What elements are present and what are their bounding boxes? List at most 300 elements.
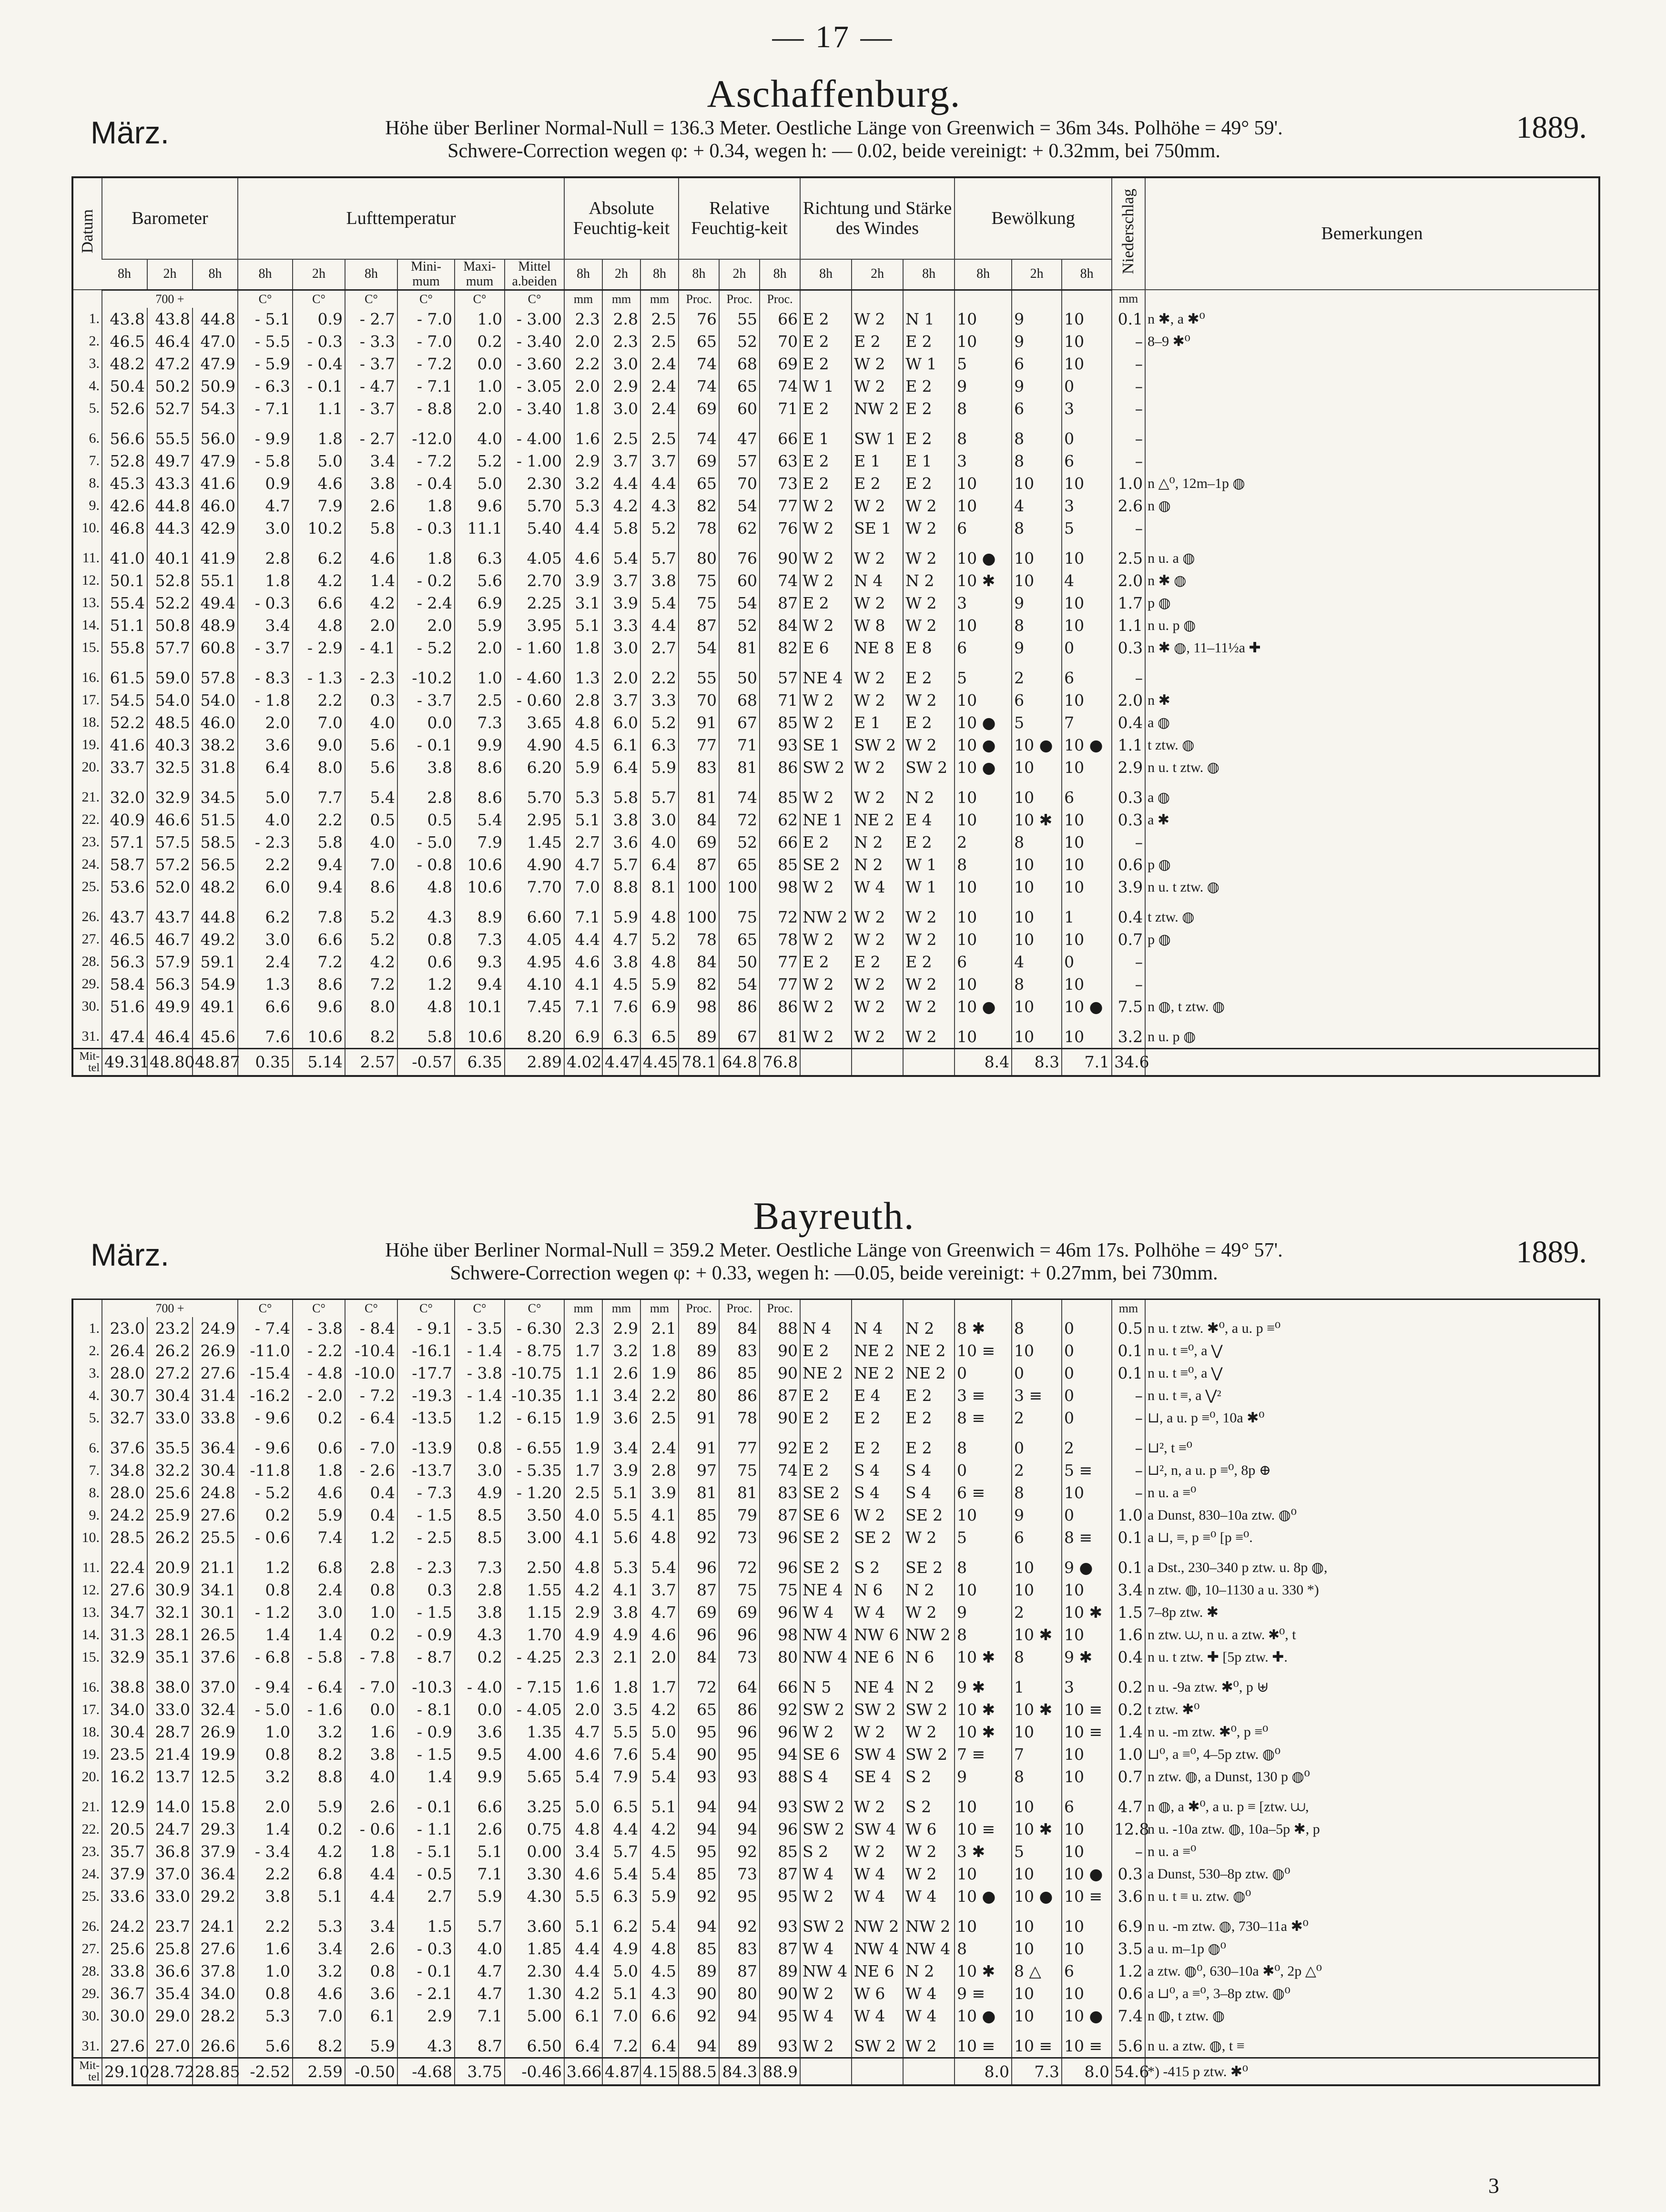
table-cell: 5.4 bbox=[640, 1743, 679, 1766]
remark-cell bbox=[1145, 951, 1598, 973]
table-cell: NE 2 bbox=[852, 809, 903, 831]
table-cell: E 2 bbox=[903, 397, 955, 420]
table-row bbox=[73, 1960, 1598, 1982]
table-cell: - 9.6 bbox=[238, 1407, 293, 1429]
table-cell: 43.3 bbox=[147, 472, 193, 495]
table-cell: 0 bbox=[1062, 637, 1112, 659]
table-cell: - 5.1 bbox=[238, 308, 293, 330]
table-cell: 1.85 bbox=[505, 1938, 564, 1960]
table-cell: 10 bbox=[1012, 1579, 1062, 1601]
table-row bbox=[73, 1549, 1598, 1579]
table-cell: - 1.5 bbox=[397, 1601, 455, 1623]
table-cell: 10 bbox=[1012, 569, 1062, 592]
table-cell: W 4 bbox=[852, 1885, 903, 1908]
mean-cell: 49.31 bbox=[102, 1048, 147, 1075]
date-cell: 18. bbox=[81, 714, 100, 731]
table-cell: 49.4 bbox=[193, 592, 238, 614]
table-cell: 7.1 bbox=[455, 2005, 505, 2027]
table-cell: 10 bbox=[955, 1504, 1012, 1526]
table-cell: 27.6 bbox=[102, 2027, 147, 2058]
table-cell: 2.30 bbox=[505, 472, 564, 495]
table-cell: NE 4 bbox=[800, 659, 852, 689]
mean-cell: 8.0 bbox=[955, 2058, 1012, 2085]
table-cell: 92 bbox=[719, 1908, 760, 1938]
table-cell: SE 2 bbox=[800, 1549, 852, 1579]
table-cell: 7.6 bbox=[602, 995, 640, 1018]
table-cell: N 2 bbox=[903, 1668, 955, 1698]
table-cell: - 4.1 bbox=[345, 637, 397, 659]
remark-cell: n u. t ztw. ✱⁰, a u. p ≡⁰ bbox=[1145, 1317, 1598, 1339]
table-cell: 3.8 bbox=[345, 1743, 397, 1766]
table-cell: 32.9 bbox=[147, 779, 193, 809]
table-cell: 56.0 bbox=[193, 420, 238, 450]
table-cell: – bbox=[1112, 517, 1145, 539]
table-row bbox=[73, 1459, 1598, 1481]
table-cell: 6.50 bbox=[505, 2027, 564, 2058]
table-cell: 8 bbox=[1012, 1646, 1062, 1668]
table-cell: 67 bbox=[719, 711, 760, 734]
table-cell: 93 bbox=[679, 1766, 719, 1788]
table-cell: 26.4 bbox=[102, 1339, 147, 1362]
table-cell: 5.5 bbox=[602, 1721, 640, 1743]
table-cell: 84 bbox=[719, 1317, 760, 1339]
table-cell: 4.5 bbox=[640, 1840, 679, 1863]
table-cell: 10 bbox=[955, 898, 1012, 928]
table-cell: 1 bbox=[1012, 1668, 1062, 1698]
table-cell: 1.2 bbox=[397, 973, 455, 995]
table-cell: 10 bbox=[1062, 1840, 1112, 1863]
table-cell: 25.9 bbox=[147, 1504, 193, 1526]
table-cell: 10 bbox=[1012, 1908, 1062, 1938]
table-cell: 1.55 bbox=[505, 1579, 564, 1601]
sub-header: Maxi-mum bbox=[455, 259, 505, 290]
date-cell: 1. bbox=[89, 1320, 100, 1336]
table-cell: 78 bbox=[679, 928, 719, 951]
table-cell: 5.1 bbox=[640, 1788, 679, 1818]
table-cell: -10.3 bbox=[397, 1668, 455, 1698]
table-cell: 9 bbox=[955, 1766, 1012, 1788]
table-cell: 46.6 bbox=[147, 809, 193, 831]
table-cell: 30.4 bbox=[193, 1459, 238, 1481]
table-cell: 2.0 bbox=[564, 1698, 602, 1721]
table-cell: 4.0 bbox=[238, 809, 293, 831]
date-cell: 10. bbox=[81, 1529, 100, 1545]
table-cell: 35.1 bbox=[147, 1646, 193, 1668]
table-cell: 36.4 bbox=[193, 1863, 238, 1885]
table-cell: 7.2 bbox=[345, 973, 397, 995]
table-cell: 74 bbox=[760, 1459, 800, 1481]
remark-cell: n u. -m ztw. ◍, 730–11a ✱⁰ bbox=[1145, 1908, 1598, 1938]
table-cell: E 2 bbox=[800, 1429, 852, 1459]
table-cell: 5.9 bbox=[564, 756, 602, 779]
table-cell: 66 bbox=[760, 420, 800, 450]
table-cell: 62 bbox=[760, 809, 800, 831]
table-cell: - 3.7 bbox=[238, 637, 293, 659]
table-row bbox=[73, 1698, 1598, 1721]
table-cell: E 1 bbox=[800, 420, 852, 450]
table-cell: 4.6 bbox=[345, 539, 397, 569]
table-cell: 2.95 bbox=[505, 809, 564, 831]
table-cell: 5.4 bbox=[640, 1549, 679, 1579]
table-cell: 10 bbox=[955, 614, 1012, 637]
units-cell: Proc. bbox=[679, 290, 719, 308]
table-cell: 2.0 bbox=[238, 711, 293, 734]
table-cell: 20.5 bbox=[102, 1818, 147, 1840]
table-cell: 75 bbox=[760, 1579, 800, 1601]
table-cell: W 2 bbox=[852, 1721, 903, 1743]
table-cell: 5.6 bbox=[345, 756, 397, 779]
table-cell: 58.4 bbox=[102, 973, 147, 995]
table-cell: 3.7 bbox=[602, 569, 640, 592]
page-number: — 17 — bbox=[772, 20, 894, 54]
date-cell: 9. bbox=[89, 497, 100, 514]
table-cell: N 2 bbox=[903, 1960, 955, 1982]
table-cell: 54.9 bbox=[193, 973, 238, 995]
table-cell: SW 2 bbox=[800, 1818, 852, 1840]
units-cell bbox=[955, 1300, 1012, 1317]
table-cell: 36.4 bbox=[193, 1429, 238, 1459]
table-cell: - 7.2 bbox=[397, 353, 455, 375]
table-cell: 52.2 bbox=[102, 711, 147, 734]
table-cell: 2 bbox=[1062, 1429, 1112, 1459]
table-cell: 7.2 bbox=[293, 951, 345, 973]
table-cell: 1.30 bbox=[505, 1982, 564, 2005]
table-cell: - 3.00 bbox=[505, 308, 564, 330]
table-cell: 50.8 bbox=[147, 614, 193, 637]
table-cell: 64 bbox=[719, 1668, 760, 1698]
table-cell: W 4 bbox=[852, 1601, 903, 1623]
table-cell: 2.2 bbox=[640, 1384, 679, 1407]
table-cell: 0.1 bbox=[1112, 308, 1145, 330]
table-cell: 25.6 bbox=[102, 1938, 147, 1960]
date-cell: 14. bbox=[81, 1626, 100, 1643]
table-cell: 5.7 bbox=[640, 539, 679, 569]
table-cell: W 1 bbox=[800, 375, 852, 397]
table-cell: 3 bbox=[955, 592, 1012, 614]
table-cell: 10 bbox=[1012, 779, 1062, 809]
sub-header: 8h bbox=[903, 259, 955, 290]
table-cell: - 1.00 bbox=[505, 450, 564, 472]
table-cell: 8.8 bbox=[293, 1766, 345, 1788]
table-cell: W 2 bbox=[903, 734, 955, 756]
mean-cell bbox=[852, 2058, 903, 2085]
table-cell: 3 bbox=[1062, 1668, 1112, 1698]
table-cell: 92 bbox=[760, 1429, 800, 1459]
table-row bbox=[73, 951, 1598, 973]
table-cell: - 5.1 bbox=[397, 1840, 455, 1863]
remark-cell bbox=[1145, 517, 1598, 539]
table-cell: W 2 bbox=[903, 614, 955, 637]
units-cell: C° bbox=[455, 1300, 505, 1317]
table-cell: 3.0 bbox=[238, 517, 293, 539]
table-cell: 0.2 bbox=[455, 330, 505, 353]
table-cell: 94 bbox=[679, 1818, 719, 1840]
table-cell: 3.00 bbox=[505, 1526, 564, 1549]
table-cell: 7.9 bbox=[455, 831, 505, 853]
year-label: 1889. bbox=[1516, 110, 1587, 145]
table-cell: 0.9 bbox=[238, 472, 293, 495]
table-cell: 3 bbox=[1062, 397, 1112, 420]
table-cell: 87 bbox=[760, 1504, 800, 1526]
table-cell: 8.6 bbox=[345, 876, 397, 898]
table-cell: 73 bbox=[719, 1863, 760, 1885]
table-cell: 2.1 bbox=[640, 1317, 679, 1339]
table-cell: 4.8 bbox=[397, 876, 455, 898]
table-cell: 4.9 bbox=[602, 1938, 640, 1960]
remark-cell: p ◍ bbox=[1145, 853, 1598, 876]
mean-cell: 48.80 bbox=[147, 1048, 193, 1075]
table-cell: 2 bbox=[955, 831, 1012, 853]
table-cell: W 4 bbox=[852, 876, 903, 898]
table-cell: 26.9 bbox=[193, 1339, 238, 1362]
table-cell: 70 bbox=[719, 472, 760, 495]
table-cell: 5.9 bbox=[640, 756, 679, 779]
table-cell: W 2 bbox=[852, 1018, 903, 1049]
table-cell: 5.7 bbox=[602, 853, 640, 876]
table-cell: – bbox=[1112, 1384, 1145, 1407]
remark-cell: n u. -m ztw. ✱⁰, p ≡⁰ bbox=[1145, 1721, 1598, 1743]
table-cell: 34.7 bbox=[102, 1601, 147, 1623]
table-row bbox=[73, 637, 1598, 659]
table-cell: 7.5 bbox=[1112, 995, 1145, 1018]
table-cell: 4.4 bbox=[564, 1938, 602, 1960]
table-cell: 8 bbox=[955, 1429, 1012, 1459]
remark-cell: n u. a ≡⁰ bbox=[1145, 1840, 1598, 1863]
table-cell: 10 ≡ bbox=[955, 1339, 1012, 1362]
table-cell: 85 bbox=[760, 779, 800, 809]
table-cell: 0.0 bbox=[455, 1698, 505, 1721]
date-cell: 21. bbox=[81, 789, 100, 805]
units-cell bbox=[903, 290, 955, 308]
table-cell: 5 bbox=[955, 659, 1012, 689]
table-cell: 4.05 bbox=[505, 928, 564, 951]
table-cell: 40.9 bbox=[102, 809, 147, 831]
table-cell: - 0.8 bbox=[397, 853, 455, 876]
table-cell: 23.0 bbox=[102, 1317, 147, 1339]
table-cell: SW 2 bbox=[800, 756, 852, 779]
col-abs-feucht: Absolute Feuchtig-keit bbox=[564, 178, 679, 259]
table-cell: 34.0 bbox=[102, 1698, 147, 1721]
table-cell: 89 bbox=[679, 1339, 719, 1362]
table-cell: – bbox=[1112, 973, 1145, 995]
table-cell: 4.00 bbox=[505, 1743, 564, 1766]
table-cell: - 7.3 bbox=[397, 1481, 455, 1504]
table-cell: 76 bbox=[719, 539, 760, 569]
table-cell: 10 ● bbox=[955, 734, 1012, 756]
table-cell: 0.8 bbox=[238, 1579, 293, 1601]
table-cell: 9.0 bbox=[293, 734, 345, 756]
table-cell: - 3.40 bbox=[505, 330, 564, 353]
table-cell: N 1 bbox=[903, 308, 955, 330]
table-cell: 0.0 bbox=[455, 353, 505, 375]
table-cell: 96 bbox=[760, 1549, 800, 1579]
table-cell: E 2 bbox=[800, 450, 852, 472]
table-cell: 65 bbox=[719, 853, 760, 876]
table-cell: 6.5 bbox=[640, 1018, 679, 1049]
remark-cell: a ✱ bbox=[1145, 809, 1598, 831]
mean-cell: 88.9 bbox=[760, 2058, 800, 2085]
table-cell: 50 bbox=[719, 659, 760, 689]
table-row bbox=[73, 1818, 1598, 1840]
table-cell: 0.8 bbox=[345, 1960, 397, 1982]
table-cell: W 2 bbox=[800, 973, 852, 995]
date-cell: 25. bbox=[81, 1888, 100, 1904]
table-cell: E 8 bbox=[903, 637, 955, 659]
table-cell: 67 bbox=[719, 1018, 760, 1049]
table-cell: 8.2 bbox=[293, 2027, 345, 2058]
table-cell: 41.6 bbox=[193, 472, 238, 495]
table-cell: 100 bbox=[719, 876, 760, 898]
table-cell: E 2 bbox=[852, 1407, 903, 1429]
units-cell: mm bbox=[602, 290, 640, 308]
table-cell: 28.0 bbox=[102, 1481, 147, 1504]
date-cell: 3. bbox=[89, 355, 100, 372]
mean-cell: 28.72 bbox=[147, 2058, 193, 2085]
table-cell: N 6 bbox=[903, 1646, 955, 1668]
table-cell: -10.4 bbox=[345, 1339, 397, 1362]
sub-header: Mini-mum bbox=[397, 259, 455, 290]
table-cell: 3.8 bbox=[602, 951, 640, 973]
units-cell: C° bbox=[505, 1300, 564, 1317]
table-cell: 8.20 bbox=[505, 1018, 564, 1049]
table-cell: W 4 bbox=[800, 2005, 852, 2027]
table-cell: W 2 bbox=[903, 1526, 955, 1549]
table-cell: 46.0 bbox=[193, 711, 238, 734]
table-cell: 2.9 bbox=[602, 1317, 640, 1339]
date-cell: 12. bbox=[81, 1582, 100, 1598]
remark-cell: n ✱ ◍, 11–11½a ✚ bbox=[1145, 637, 1598, 659]
table-cell: 6.9 bbox=[1112, 1908, 1145, 1938]
table-cell: 1.0 bbox=[455, 375, 505, 397]
table-cell: - 3.40 bbox=[505, 397, 564, 420]
units-cell bbox=[1145, 290, 1598, 308]
table-cell: 57.7 bbox=[147, 637, 193, 659]
table-cell: E 2 bbox=[903, 711, 955, 734]
table-cell: 8 bbox=[1012, 450, 1062, 472]
table-cell: 49.9 bbox=[147, 995, 193, 1018]
col-barometer: Barometer bbox=[102, 178, 238, 259]
table-cell: -10.75 bbox=[505, 1362, 564, 1384]
table-cell: S 2 bbox=[800, 1840, 852, 1863]
table-cell: 2.3 bbox=[602, 330, 640, 353]
table-cell: 10 bbox=[955, 308, 1012, 330]
date-cell: 8. bbox=[89, 1484, 100, 1501]
table-cell: 22.4 bbox=[102, 1549, 147, 1579]
table-cell: 94 bbox=[719, 2005, 760, 2027]
table-cell: 3.4 bbox=[293, 1938, 345, 1960]
table-cell: 6.4 bbox=[640, 853, 679, 876]
table-cell: 0 bbox=[1062, 1407, 1112, 1429]
remark-cell: n u. t ≡ u. ztw. ◍⁰ bbox=[1145, 1885, 1598, 1908]
table-cell: - 0.5 bbox=[397, 1863, 455, 1885]
remark-cell: 7–8p ztw. ✱ bbox=[1145, 1601, 1598, 1623]
table-cell: 6.0 bbox=[602, 711, 640, 734]
mean-cell: 29.10 bbox=[102, 2058, 147, 2085]
table-cell: - 1.5 bbox=[397, 1743, 455, 1766]
table-cell: 5.9 bbox=[293, 1788, 345, 1818]
table-cell: - 0.4 bbox=[293, 353, 345, 375]
table-cell: 10 bbox=[1012, 1982, 1062, 2005]
table-cell: 0.5 bbox=[1112, 1317, 1145, 1339]
table-cell: 92 bbox=[719, 1840, 760, 1863]
table-cell: 4.3 bbox=[640, 1982, 679, 2005]
table-cell: 60.8 bbox=[193, 637, 238, 659]
remark-cell: n ztw. ◍, a Dunst, 130 p ◍⁰ bbox=[1145, 1766, 1598, 1788]
table-cell: 0.1 bbox=[1112, 1549, 1145, 1579]
table-cell: 7.45 bbox=[505, 995, 564, 1018]
table-cell: 54.5 bbox=[102, 689, 147, 711]
table-cell: W 2 bbox=[852, 353, 903, 375]
table-cell: - 7.2 bbox=[345, 1384, 397, 1407]
table-cell: 66 bbox=[760, 308, 800, 330]
table-cell: - 7.1 bbox=[238, 397, 293, 420]
sub-header: 8h bbox=[193, 259, 238, 290]
table-cell: 10 ● bbox=[1012, 1885, 1062, 1908]
table-cell: 4.3 bbox=[640, 495, 679, 517]
table-cell: 0.0 bbox=[345, 1698, 397, 1721]
table-cell: 8.9 bbox=[455, 898, 505, 928]
table-cell: 66 bbox=[760, 831, 800, 853]
table-cell: 2.9 bbox=[397, 2005, 455, 2027]
table-cell: 7 bbox=[1012, 1743, 1062, 1766]
table-cell: 75 bbox=[679, 592, 719, 614]
mean-cell bbox=[852, 1048, 903, 1075]
remark-cell bbox=[1145, 375, 1598, 397]
remark-cell: ⊔, a u. p ≡⁰, 10a ✱⁰ bbox=[1145, 1407, 1598, 1429]
table-cell: 10 bbox=[955, 1908, 1012, 1938]
table-cell: 0 bbox=[1062, 951, 1112, 973]
table-cell: S 4 bbox=[852, 1481, 903, 1504]
mean-cell: 8.4 bbox=[955, 1048, 1012, 1075]
table-cell: 2.4 bbox=[640, 1429, 679, 1459]
table-cell: 7.1 bbox=[564, 898, 602, 928]
table-cell: 10.6 bbox=[455, 1018, 505, 1049]
table-cell: 6.6 bbox=[293, 928, 345, 951]
table-cell: 90 bbox=[679, 1982, 719, 2005]
remark-cell: n u. t ztw. ◍ bbox=[1145, 876, 1598, 898]
table-cell: 1.4 bbox=[345, 569, 397, 592]
table-cell: 32.0 bbox=[102, 779, 147, 809]
table-cell: 68 bbox=[719, 353, 760, 375]
table-cell: 10 bbox=[1062, 472, 1112, 495]
bayreuth-table bbox=[73, 1300, 1598, 2084]
table-cell: 36.6 bbox=[147, 1960, 193, 1982]
table-cell: 87 bbox=[719, 1960, 760, 1982]
table-cell: 2.8 bbox=[345, 1549, 397, 1579]
table-cell: 48.2 bbox=[193, 876, 238, 898]
table-cell: 0 bbox=[1062, 420, 1112, 450]
table-cell: 6.6 bbox=[640, 2005, 679, 2027]
table-cell: 54.3 bbox=[193, 397, 238, 420]
table-row bbox=[73, 450, 1598, 472]
date-cell: 4. bbox=[89, 1387, 100, 1403]
table-cell: 4.2 bbox=[602, 495, 640, 517]
table-cell: 7.0 bbox=[293, 2005, 345, 2027]
table-cell: 1.4 bbox=[238, 1623, 293, 1646]
remark-cell bbox=[1145, 397, 1598, 420]
table-cell: 1.2 bbox=[238, 1549, 293, 1579]
table-cell: 5.1 bbox=[455, 1840, 505, 1863]
table-cell: 2.0 bbox=[1112, 569, 1145, 592]
table-cell: 6.4 bbox=[238, 756, 293, 779]
table-cell: SW 1 bbox=[852, 420, 903, 450]
table-cell: 9 bbox=[1012, 1504, 1062, 1526]
table-cell: 10 bbox=[1012, 876, 1062, 898]
table-cell: - 0.1 bbox=[293, 375, 345, 397]
table-cell: 66 bbox=[760, 1668, 800, 1698]
units-cell bbox=[73, 1300, 102, 1317]
sub-header: 8h bbox=[345, 259, 397, 290]
